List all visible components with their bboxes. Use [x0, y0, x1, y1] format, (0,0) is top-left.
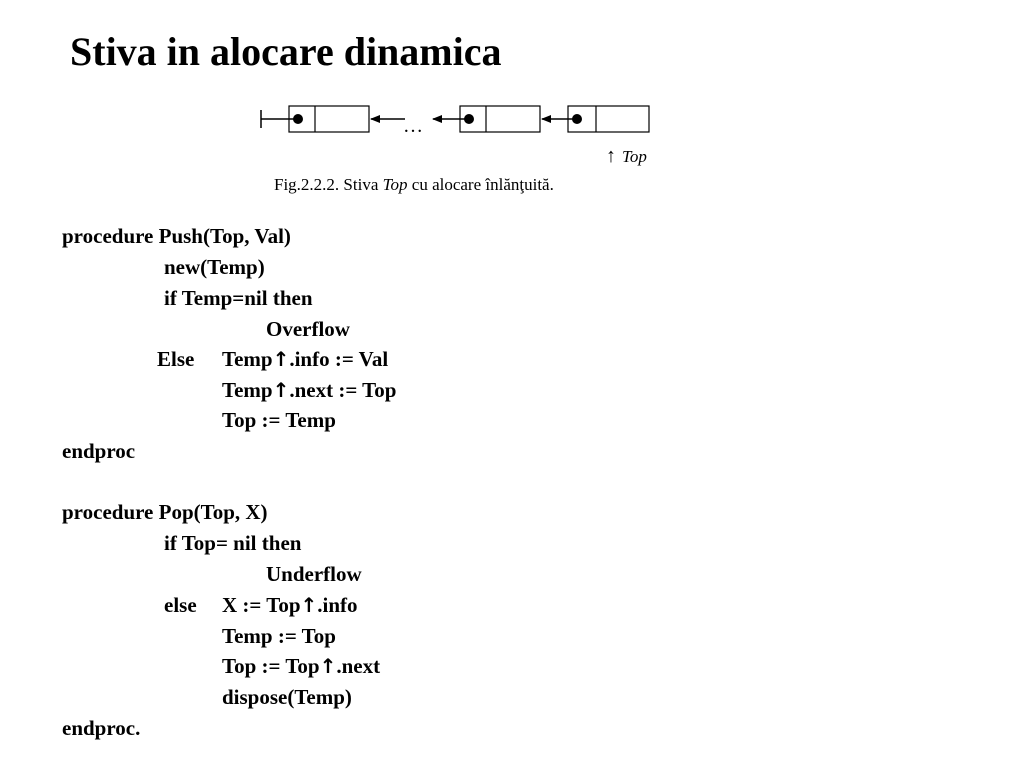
- up-arrow-icon: ↑: [300, 593, 318, 617]
- info-ref: .info: [317, 593, 358, 617]
- pop-header: procedure Pop(Top, X): [62, 500, 268, 524]
- caption-prefix: Fig.2.2.2. Stiva: [274, 175, 379, 194]
- temp-ref: Temp: [222, 347, 273, 371]
- top-label: Top: [622, 147, 647, 166]
- pop-end: endproc.: [62, 716, 141, 740]
- next-ref: .next: [336, 654, 381, 678]
- up-arrow-icon: ↑: [272, 347, 290, 371]
- pop-top-line: [222, 654, 380, 678]
- slide-title: Stiva in alocare dinamica: [70, 29, 502, 74]
- pop-x-line: [222, 593, 358, 617]
- pop-else: else: [164, 593, 197, 617]
- pop-if-nil: if Top= nil then: [164, 531, 302, 555]
- caption-italic: Top: [382, 175, 408, 194]
- top-arrow-icon: ↑: [606, 145, 616, 167]
- ellipsis: …: [403, 115, 423, 137]
- push-if-nil: if Temp=nil then: [164, 286, 313, 310]
- push-overflow: Overflow: [266, 317, 350, 341]
- caption-suffix: cu alocare înlănţuită.: [411, 175, 554, 194]
- up-arrow-icon: ↑: [272, 378, 290, 402]
- pop-dispose: dispose(Temp): [222, 685, 352, 709]
- info-assign: .info := Val: [289, 347, 389, 371]
- pop-underflow: Underflow: [266, 562, 362, 586]
- temp-ref: Temp: [222, 378, 273, 402]
- up-arrow-icon: ↑: [319, 654, 337, 678]
- push-new-temp: new(Temp): [164, 255, 265, 279]
- top-assign: Top := Top: [222, 654, 320, 678]
- x-assign: X := Top: [222, 593, 301, 617]
- push-else: Else: [157, 347, 195, 371]
- push-info-line: [222, 347, 388, 371]
- pop-temp-assign: Temp := Top: [222, 624, 336, 648]
- push-next-line: [222, 378, 396, 402]
- next-assign: .next := Top: [289, 378, 397, 402]
- push-header: procedure Push(Top, Val): [62, 224, 291, 248]
- push-end: endproc: [62, 439, 136, 463]
- push-top-assign: Top := Temp: [222, 408, 336, 432]
